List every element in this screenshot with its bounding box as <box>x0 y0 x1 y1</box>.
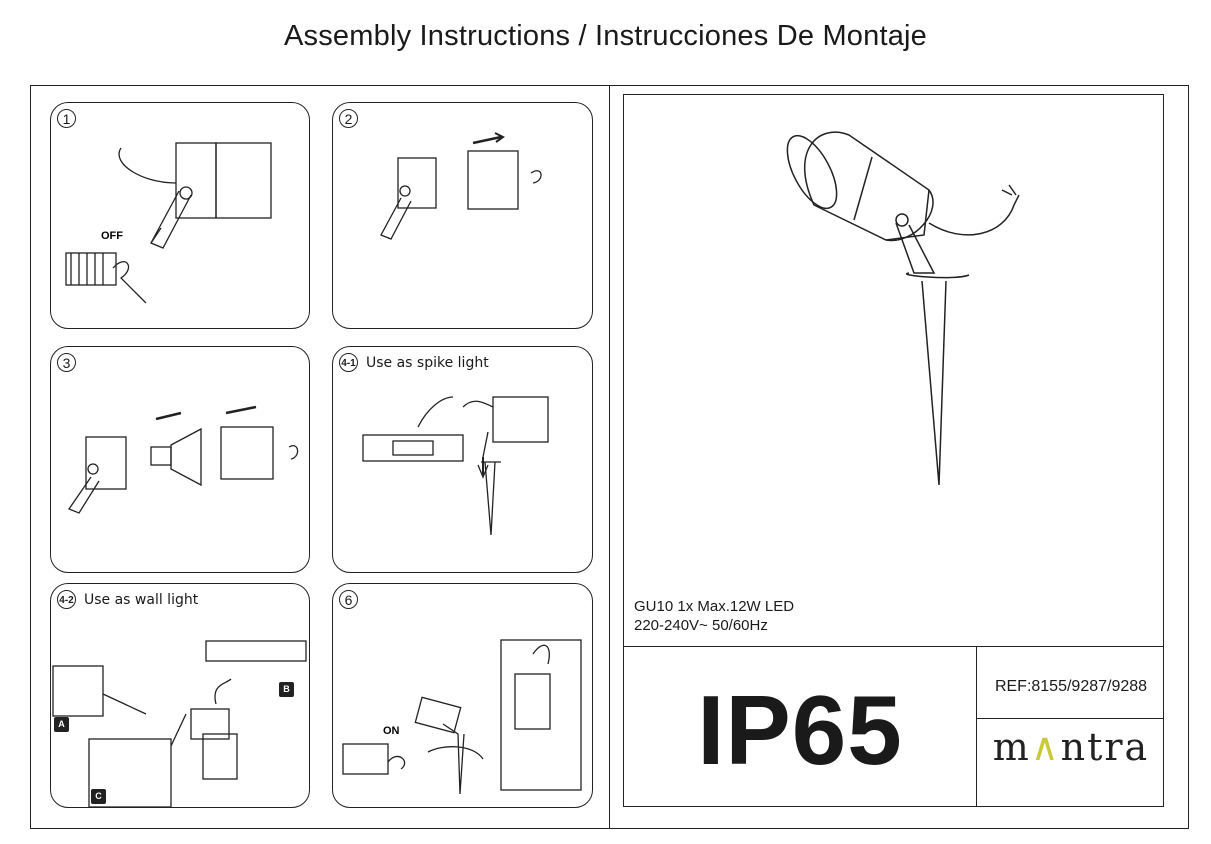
step-4-2-number: 4-2 <box>57 590 76 609</box>
spec-lamp-line: GU10 1x Max.12W LED <box>634 598 795 615</box>
step-6-number: 6 <box>339 590 358 609</box>
on-label: ON <box>383 725 400 737</box>
badge-b: B <box>279 682 294 697</box>
step-3-illustration <box>51 347 311 574</box>
reference-number: REF:8155/9287/9288 <box>994 678 1148 695</box>
step-4-1-illustration <box>333 347 594 574</box>
step-4-2-panel <box>50 583 310 808</box>
badge-c: C <box>91 789 106 804</box>
ref-column-divider <box>976 646 977 807</box>
step-1-number: 1 <box>57 109 76 128</box>
off-label: OFF <box>101 230 123 242</box>
step-1-panel <box>50 102 310 329</box>
step-6-illustration <box>333 584 594 809</box>
column-divider <box>609 85 610 829</box>
step-2-number: 2 <box>339 109 358 128</box>
spec-divider <box>623 646 1164 647</box>
badge-a: A <box>54 717 69 732</box>
step-3-number: 3 <box>57 353 76 372</box>
step-4-1-panel <box>332 346 593 573</box>
step-2-illustration <box>333 103 594 330</box>
step-2-panel <box>332 102 593 329</box>
step-4-2-title: Use as wall light <box>84 592 199 608</box>
step-4-1-number: 4-1 <box>339 353 358 372</box>
spec-voltage-line: 220-240V~ 50/60Hz <box>634 617 768 634</box>
step-1-illustration <box>51 103 311 330</box>
step-4-2-illustration <box>51 584 311 809</box>
ip-rating: IP65 <box>697 675 903 785</box>
page-title: Assembly Instructions / Instrucciones De Montaje <box>283 20 928 52</box>
step-4-1-title: Use as spike light <box>366 355 489 371</box>
ref-divider <box>976 718 1164 719</box>
step-6-panel <box>332 583 593 808</box>
brand-logo: m∧ntra <box>992 725 1150 769</box>
step-3-panel <box>50 346 310 573</box>
